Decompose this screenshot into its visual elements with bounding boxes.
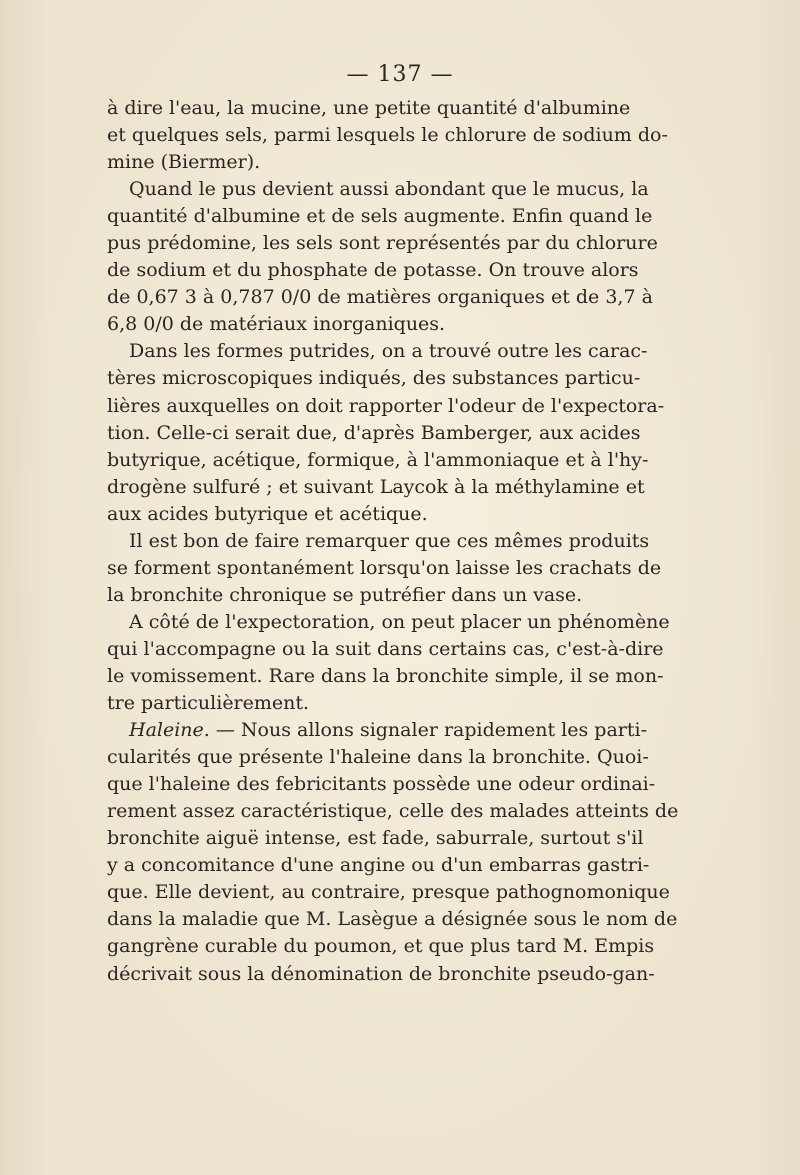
line-text: gangrène curable du poumon, et que plus tard M. Empis xyxy=(107,935,655,958)
line-text: Il est bon de faire remarquer que ces mêmes produits xyxy=(129,529,650,552)
line-text: que. Elle devient, au contraire, presque pathognomonique xyxy=(107,881,670,904)
line-text: mine (Biermer). xyxy=(107,151,261,174)
line-text: pus prédomine, les sels sont représentés par du chlorure xyxy=(107,232,658,255)
text-line xyxy=(107,365,641,392)
line-text: dans la maladie que M. Lasègue a désignée sous le nom de xyxy=(107,908,678,931)
line-text: quantité d'albumine et de sels augmente. Enfin quand le xyxy=(107,205,653,228)
text-line xyxy=(107,906,678,933)
text-line xyxy=(107,528,650,555)
line-text: cularités que présente l'haleine dans la bronchite. Quoi- xyxy=(107,746,649,769)
line-text: rement assez caractéristique, celle des malades atteints de xyxy=(107,800,679,823)
line-text: de 0,67 3 à 0,787 0/0 de matières organiques et de 3,7 à xyxy=(107,286,653,309)
line-text: drogène sulfuré ; et suivant Laycok à la méthylamine et xyxy=(107,475,645,498)
line-text: se forment spontanément lorsqu'on laisse les crachats de xyxy=(107,556,662,579)
text-line xyxy=(107,582,612,609)
text-line xyxy=(107,257,639,284)
text-line xyxy=(107,636,664,663)
text-line xyxy=(107,825,644,852)
text-line xyxy=(107,771,656,798)
text-line xyxy=(107,230,658,257)
text-line xyxy=(107,961,655,988)
line-text: tères microscopiques indiqués, des substances particu- xyxy=(107,367,641,390)
line-text: à dire l'eau, la mucine, une petite quantité d'albumine xyxy=(107,97,631,119)
line-text: que l'haleine des febricitants possède une odeur ordinai- xyxy=(107,773,656,796)
line-text: aux acides butyrique et acétique. xyxy=(107,502,428,525)
line-text: 6,8 0/0 de matériaux inorganiques. xyxy=(107,313,446,336)
text-line xyxy=(107,501,612,528)
text-line xyxy=(107,798,679,825)
text-line xyxy=(107,95,631,122)
body-text xyxy=(107,95,679,988)
line-text: la bronchite chronique se putréfier dans un vase. xyxy=(107,583,583,606)
text-line xyxy=(107,555,662,582)
line-text: Quand le pus devient aussi abondant que le mucus, la xyxy=(129,178,649,201)
section-heading-italic: Haleine. xyxy=(129,719,210,742)
text-line xyxy=(107,338,648,365)
line-text: tre particulièrement. xyxy=(107,692,310,715)
text-line xyxy=(107,717,647,744)
text-line xyxy=(107,393,665,420)
line-text: — Nous allons signaler rapidement les parti- xyxy=(209,719,647,742)
text-line xyxy=(107,474,645,501)
text-line xyxy=(107,284,653,311)
line-text: bronchite aiguë intense, est fade, saburrale, surtout s'il xyxy=(107,827,644,850)
line-text: y a concomitance d'une angine ou d'un embarras gastri- xyxy=(107,854,650,877)
text-line xyxy=(107,311,612,338)
text-line xyxy=(107,690,612,717)
page-number-header: — 137 — xyxy=(346,62,454,87)
text-line xyxy=(107,744,649,771)
text-line xyxy=(107,663,664,690)
line-text: de sodium et du phosphate de potasse. On trouve alors xyxy=(107,259,639,282)
line-text: butyrique, acétique, formique, à l'ammoniaque et à l'hy- xyxy=(107,448,649,471)
text-line xyxy=(107,879,670,906)
text-line xyxy=(107,420,641,447)
line-text: qui l'accompagne ou la suit dans certains cas, c'est-à-dire xyxy=(107,637,664,660)
line-text: Dans les formes putrides, on a trouvé outre les carac- xyxy=(129,340,648,363)
line-text: lières auxquelles on doit rapporter l'odeur de l'expectora- xyxy=(107,394,665,417)
text-line xyxy=(107,852,650,879)
text-line xyxy=(107,609,670,636)
text-line xyxy=(107,149,612,176)
text-line xyxy=(107,122,668,149)
line-text: décrivait sous la dénomination de bronchite pseudo-gan- xyxy=(107,962,655,985)
text-line xyxy=(107,176,649,203)
line-text: A côté de l'expectoration, on peut placer un phénomène xyxy=(129,610,670,633)
text-line xyxy=(107,933,655,960)
line-text: tion. Celle-ci serait due, d'après Bamberger, aux acides xyxy=(107,421,641,444)
line-text: le vomissement. Rare dans la bronchite simple, il se mon- xyxy=(107,664,664,687)
text-line xyxy=(107,447,649,474)
text-line xyxy=(107,203,653,230)
line-text: et quelques sels, parmi lesquels le chlorure de sodium do- xyxy=(107,124,668,147)
